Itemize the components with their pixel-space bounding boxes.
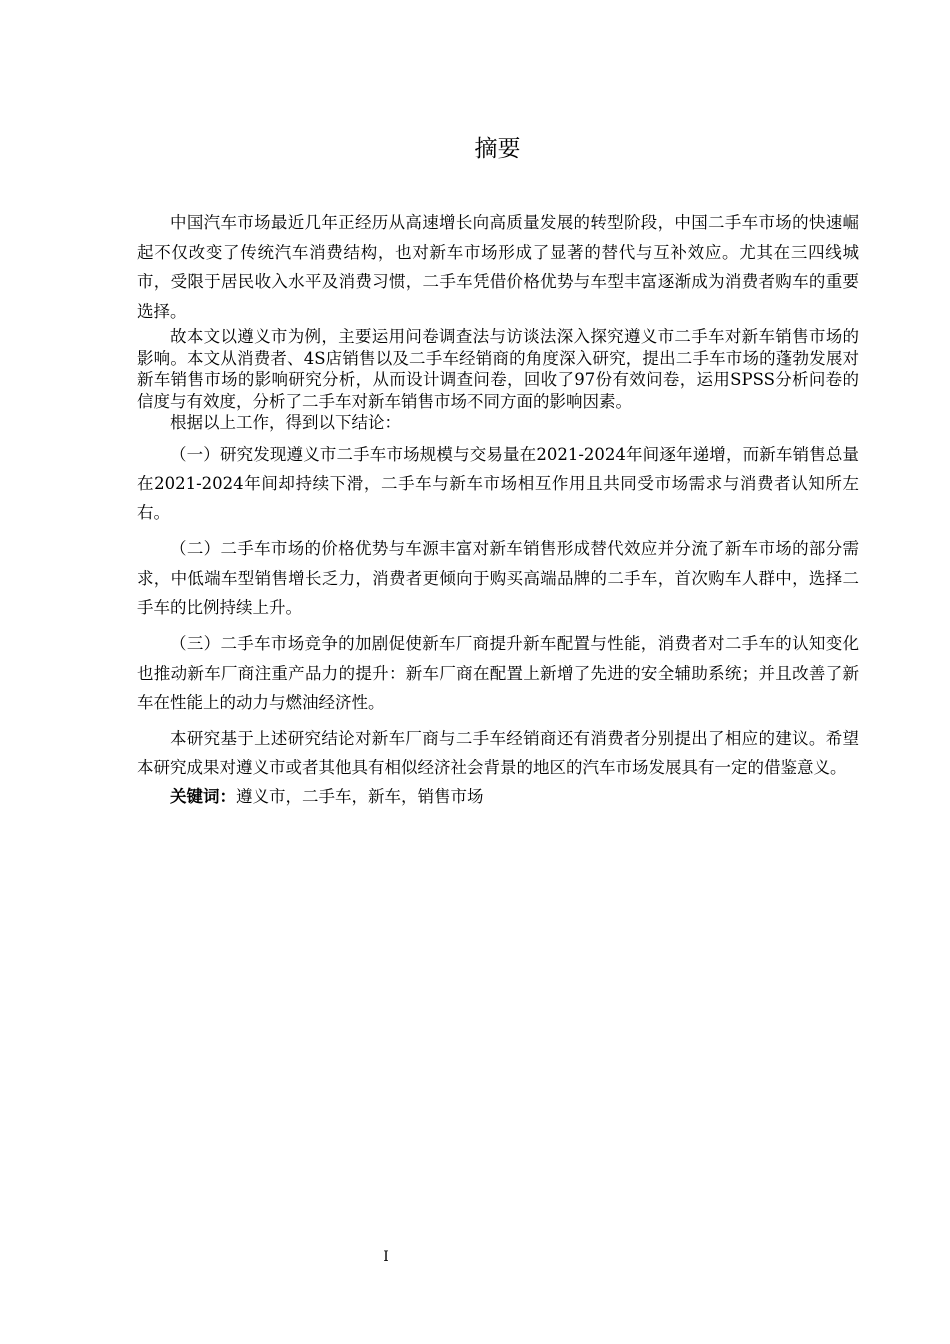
paragraph-finding-2: （二）二手车市场的价格优势与车源丰富对新车销售形成替代效应并分流了新车市场的部分需求，中低端车型销售增长乏力，消费者更倾向于购买高端品牌的二手车，首次购车人群中，选择二手车的比例持续上升。 xyxy=(137,539,859,617)
keywords-line xyxy=(137,783,859,810)
keywords-label: 关键词： xyxy=(170,786,236,806)
paragraph-method: 故本文以遵义市为例，主要运用问卷调查法与访谈法深入探究遵义市二手车对新车销售市场的影响。本文从消费者、4S店销售以及二手车经销商的角度深入研究，提出二手车市场的蓬勃发展对新车销售市场的影响研究分析，从而设计调查问卷，回收了97份有效问卷，运用SPSS分析问卷的信度与有效度，分析了二手车对新车销售市场不同方面的影响因素。 xyxy=(137,327,859,411)
paragraph-intro: 中国汽车市场最近几年正经历从高速增长向高质量发展的转型阶段，中国二手车市场的快速崛起不仅改变了传统汽车消费结构，也对新车市场形成了显著的替代与互补效应。尤其在三四线城市，受限于居民收入水平及消费习惯，二手车凭借价格优势与车型丰富逐渐成为消费者购车的重要选择。 xyxy=(137,213,859,321)
keywords-value: 遵义市，二手车，新车，销售市场 xyxy=(236,786,484,806)
paragraph-conclusion-lead: 根据以上工作，得到以下结论： xyxy=(170,413,401,432)
paragraph-finding-1: （一）研究发现遵义市二手车市场规模与交易量在2021-2024年间逐年递增，而新车销售总量在2021-2024年间却持续下滑，二手车与新车市场相互作用且共同受市场需求与消费者认知所左右。 xyxy=(137,444,859,523)
paragraph-recommendation: 本研究基于上述研究结论对新车厂商与二手车经销商还有消费者分别提出了相应的建议。希望本研究成果对遵义市或者其他具有相似经济社会背景的地区的汽车市场发展具有一定的借鉴意义。 xyxy=(137,729,859,778)
abstract-body xyxy=(137,208,859,810)
paragraph-finding-3: （三）二手车市场竞争的加剧促使新车厂商提升新车配置与性能，消费者对二手车的认知变化也推动新车厂商注重产品力的提升：新车厂商在配置上新增了先进的安全辅助系统；并且改善了新车在性能上的动力与燃油经济性。 xyxy=(137,634,859,712)
page-number: I xyxy=(383,1249,389,1265)
abstract-title: 摘要 xyxy=(474,136,521,162)
